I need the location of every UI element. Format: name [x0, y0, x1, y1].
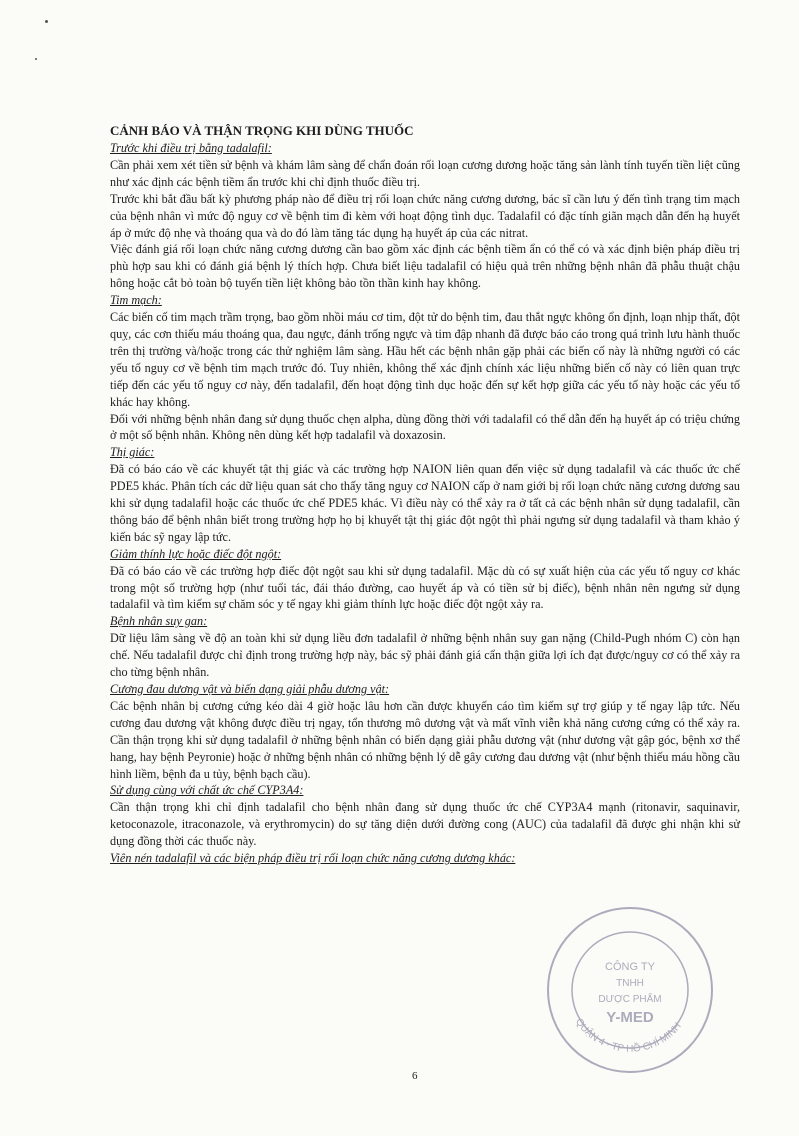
stamp-line2: TNHH — [616, 978, 644, 989]
document-title: CẢNH BÁO VÀ THẬN TRỌNG KHI DÙNG THUỐC — [110, 123, 414, 138]
section-heading: Giảm thính lực hoặc điếc đột ngột: — [110, 546, 282, 561]
section-heading: Viên nén tadalafil và các biện pháp điều trị rối loạn chức năng cương dương khác: — [110, 851, 516, 866]
section-heading: Thị giác: — [110, 445, 155, 460]
section-paragraph: Đối với những bệnh nhân đang sử dụng thuốc chẹn alpha, dùng đồng thời với tadalafil có thể dẫn đến hạ huyết áp có triệu chứng ở một số bệnh nhân. Không nên dùng kết hợp tadalafil và doxazosin. — [110, 411, 740, 443]
section-paragraph: Trước khi bắt đầu bất kỳ phương pháp nào để điều trị rối loạn chức năng cương dương, bác sĩ cần lưu ý đến tình trạng tim mạch của bệnh nhân vì mức độ nguy cơ về bệnh tim đi kèm với hoạt động tình dục. Tadalafil có đặc tính giãn mạch dẫn đến hạ huyết áp ở mức độ nhẹ và thoáng qua và do đó làm tăng tác dụng hạ huyết áp của các nitrat. — [110, 191, 740, 240]
section-paragraph: Việc đánh giá rối loạn chức năng cương dương cần bao gồm xác định các bệnh tiềm ẩn có thể có và xác định biện pháp điều trị phù hợp sau khi có đánh giá bệnh lý thích hợp. Chưa biết liệu tadalafil có hiệu quả trên những bệnh nhân đã phẫu thuật chậu hông hoặc cắt bỏ toàn bộ tuyến tiền liệt không bảo tồn thần kinh hay không. — [110, 242, 740, 291]
section-paragraph: Đã có báo cáo về các khuyết tật thị giác và các trường hợp NAION liên quan đến việc sử dụng tadalafil và các thuốc ức chế PDE5 khác. Phân tích các dữ liệu quan sát cho thấy tăng nguy cơ NAION cấp ở nam giới bị rối loạn chức năng cương dương sau khi sử dụng tadalafil hoặc các thuốc ức chế PDE5 khác. Vì điều này có thể xảy ra ở tất cả các bệnh nhân sử dụng tadalafil, cần thông báo để bệnh nhân biết trong trường hợp họ bị khuyết tật thị giác đột ngột thì phải ngưng sử dụng tadalafil và tham khảo ý kiến bác sỹ ngay lập tức. — [110, 462, 740, 544]
page-number: 6 — [412, 1070, 418, 1082]
section-paragraph: Các bệnh nhân bị cương cứng kéo dài 4 giờ hoặc lâu hơn cần được khuyến cáo tìm kiếm sự trợ giúp y tế ngay lập tức. Nếu cương đau dương vật không được điều trị ngay, tổn thương mô dương vật và mất vĩnh viễn khả năng cương cứng có thể xảy ra. Cần thận trọng khi sử dụng tadalafil ở những bệnh nhân có biến dạng giải phẫu dương vật (như dương vật gập góc, bệnh xơ thể hang, hay bệnh Peyronie) hoặc ở những bệnh nhân có những bệnh lý dễ gây cương đau dương vật (như bệnh thiếu máu hồng cầu hình liềm, bệnh đa u tủy, bệnh bạch cầu). — [110, 698, 740, 781]
section-heading: Sử dụng cùng với chất ức chế CYP3A4: — [110, 783, 304, 798]
section-paragraph: Dữ liệu lâm sàng về độ an toàn khi sử dụng liều đơn tadalafil ở những bệnh nhân suy gan nặng (Child-Pugh nhóm C) còn hạn chế. Nếu tadalafil được chỉ định trong trường hợp này, bác sỹ phải đánh giá cẩn thận giữa lợi ích đạt được/nguy cơ có thể xảy ra cho từng bệnh nhân. — [110, 631, 740, 680]
section-heading: Cương đau dương vật và biến dạng giải phẫu dương vật: — [110, 682, 390, 696]
section-heading: Bệnh nhân suy gan: — [110, 614, 208, 629]
scan-speck — [45, 20, 48, 23]
section-paragraph: Cần phải xem xét tiền sử bệnh và khám lâm sàng để chẩn đoán rối loạn cương dương hoặc tăng sản lành tính tuyến tiền liệt cũng như xác định các bệnh tiềm ẩn trước khi chỉ định thuốc điều trị. — [110, 157, 740, 189]
section-heading: Tim mạch: — [110, 293, 162, 308]
stamp-line1: CÔNG TY — [605, 961, 655, 973]
section-paragraph: Các biến cố tim mạch trầm trọng, bao gồm nhồi máu cơ tim, đột tử do bệnh tim, đau thắt ngực không ổn định, loạn nhịp thất, đột quỵ, các cơn thiếu máu thoáng qua, đau ngực, đánh trống ngực và tim đập nhanh đã được báo cáo trong quá trình lưu hành thuốc trên thị trường và/hoặc trong các thử nghiệm lâm sàng. Hầu hết các bệnh nhân gặp phải các biến cố này là những người có các yếu tố nguy cơ về bệnh tim mạch trước đó. Tuy nhiên, không thể xác định chính xác liệu những biến cố này có liên quan trực tiếp đến các yếu tố nguy cơ này, đến tadalafil, đến hoạt động tình dục hoặc đến sự kết hợp giữa các yếu tố này hoặc các yếu tố khác hay không. — [110, 310, 740, 409]
scan-speck — [35, 58, 37, 60]
company-stamp — [540, 900, 720, 1080]
sections-container — [110, 140, 740, 867]
document-body — [110, 122, 740, 867]
section-paragraph: Cần thận trọng khi chỉ định tadalafil cho bệnh nhân đang sử dụng thuốc ức chế CYP3A4 mạnh (ritonavir, saquinavir, ketoconazole, itraconazole, và erythromycin) do sự tăng diện dưới đường cong (AUC) của tadalafil đã được ghi nhận khi sử dụng đồng thời các thuốc này. — [110, 800, 740, 849]
stamp-ring-text: QUẬN 4 · TP HỒ CHÍ MINH — [572, 1016, 684, 1055]
section-paragraph: Đã có báo cáo về các trường hợp điếc đột ngột sau khi sử dụng tadalafil. Mặc dù có sự xuất hiện của các yếu tố nguy cơ khác trong một số trường hợp (như tuổi tác, đái tháo đường, cao huyết áp và có tiền sử bị điếc), bệnh nhân nên ngưng sử dụng tadalafil và tìm kiếm sự chăm sóc y tế ngay khi giảm thính lực hoặc điếc đột ngột xảy ra. — [110, 563, 740, 612]
stamp-line3: DƯỢC PHẨM — [598, 994, 662, 1005]
stamp-line4: Y-MED — [606, 1009, 654, 1026]
section-heading: Trước khi điều trị bằng tadalafil: — [110, 141, 272, 155]
